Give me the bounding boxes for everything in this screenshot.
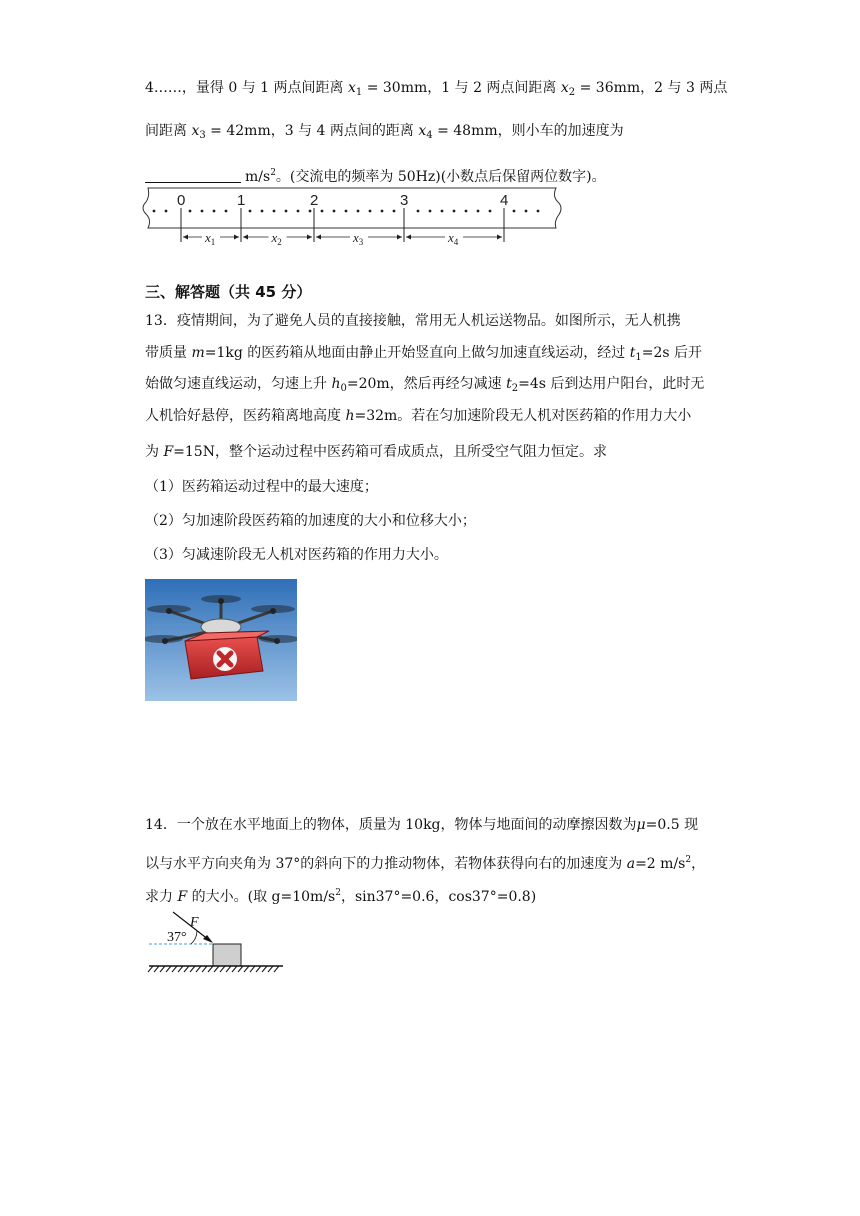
unit-exponent: 2	[335, 888, 341, 898]
t2-symbol: t	[506, 376, 512, 392]
q13-text: 为	[145, 444, 164, 460]
tape-dot	[297, 210, 300, 213]
answer-blank[interactable]	[145, 168, 241, 183]
tape-point-label: 3	[400, 192, 409, 209]
q12-text: ，则小车的加速度为	[497, 123, 624, 139]
tape-dot	[453, 210, 456, 213]
tape-point-label: 4	[500, 192, 509, 209]
mass-symbol: m	[191, 345, 205, 361]
q12-text: ，3 与 4 两点间的距离	[270, 123, 419, 139]
angle-arc	[191, 931, 197, 944]
q12-text: 间距离	[145, 123, 192, 139]
unit-exponent: 2	[685, 855, 692, 865]
x3-symbol: x	[191, 123, 200, 139]
segment-label: $x_4$	[448, 230, 459, 247]
block	[213, 944, 241, 966]
segment-label: $x_3$	[353, 230, 364, 247]
x2-symbol: x	[560, 80, 569, 96]
q14-text: =2 m/s	[635, 856, 686, 872]
q13-text: 人机恰好悬停，医药箱离地高度	[145, 408, 346, 424]
ground-hatch	[178, 966, 183, 972]
tape-dot	[153, 210, 156, 213]
tape-dot	[417, 210, 420, 213]
tape-dot	[357, 210, 360, 213]
tape-dot	[381, 210, 384, 213]
tape-dot	[249, 210, 252, 213]
tape-dot	[537, 210, 540, 213]
ground-hatch	[148, 966, 153, 972]
q13-text: =2s 后开	[641, 345, 703, 361]
q13-line-5	[145, 442, 607, 462]
q14-text: 14．一个放在水平地面上的物体，质量为 10kg，物体与地面间的动摩擦因数为	[145, 817, 637, 833]
tape-dot	[201, 210, 204, 213]
x2-value: = 36mm	[575, 80, 641, 96]
q12-text: ，1 与 2 两点间距离	[427, 80, 561, 96]
h0-subscript: 0	[340, 383, 347, 394]
x3-subscript: 3	[199, 130, 206, 141]
tape-dot	[261, 210, 264, 213]
mu-symbol: μ	[636, 817, 646, 833]
force-symbol: F	[177, 889, 188, 905]
tape-point-label: 1	[237, 192, 246, 209]
q13-text: =1kg 的医药箱从地面由静止开始竖直向上做匀加速直线运动，经过	[204, 345, 630, 361]
segment-arrowhead	[234, 235, 239, 240]
q12-text: ，2 与 3 两点	[640, 80, 728, 96]
force-symbol: F	[163, 444, 174, 460]
ground-hatch	[232, 966, 237, 972]
ticker-tape-figure	[140, 186, 570, 252]
q13-subquestion-2: （2）匀加速阶段医药箱的加速度的大小和位移大小；	[145, 513, 476, 529]
block-force-figure	[145, 908, 290, 974]
x4-value: = 48mm	[432, 123, 498, 139]
unit-text: m/s	[245, 169, 271, 185]
q14-line-3	[145, 883, 536, 907]
ground-hatch	[166, 966, 171, 972]
q14-line-2	[145, 850, 705, 874]
tape-dot	[477, 210, 480, 213]
tape-dot	[441, 210, 444, 213]
q13-line-4	[145, 406, 691, 426]
ground-hatch	[238, 966, 243, 972]
segment-arrowhead	[183, 235, 188, 240]
t2-subscript: 2	[511, 383, 519, 394]
ground-hatch	[190, 966, 195, 972]
tape-dot	[369, 210, 372, 213]
q12-text: 。(交流电的频率为 50Hz)(小数点后保留两位数字)。	[275, 169, 606, 185]
ground-hatch	[208, 966, 213, 972]
ground-hatch	[262, 966, 267, 972]
tape-dot	[285, 210, 288, 213]
tape-dot	[513, 210, 516, 213]
q14-text: 求力	[145, 889, 178, 905]
segment-arrowhead	[243, 235, 248, 240]
force-label: F	[190, 915, 199, 930]
q13-line-3	[145, 374, 704, 399]
q13-text: =15N，整个运动过程中医药箱可看成质点，且所受空气阻力恒定。求	[173, 444, 607, 460]
tape-dot	[213, 210, 216, 213]
q13-text: 始做匀速直线运动，匀速上升	[145, 376, 332, 392]
ground-hatch	[196, 966, 201, 972]
ground-hatch	[220, 966, 225, 972]
tape-dot	[165, 210, 168, 213]
tape-dot	[525, 210, 528, 213]
ground-hatch	[160, 966, 165, 972]
segment-label: $x_2$	[271, 230, 282, 247]
q12-line-3	[145, 163, 606, 187]
t1-subscript: 1	[635, 352, 642, 363]
section-heading: 三、解答题（共 45 分）	[145, 283, 312, 301]
segment-arrowhead	[397, 235, 402, 240]
tape-dot	[345, 210, 348, 213]
ground-hatch	[214, 966, 219, 972]
q13-line-1: 13．疫情期间，为了避免人员的直接接触，常用无人机运送物品。如图所示，无人机携	[145, 313, 681, 329]
ground-hatch	[172, 966, 177, 972]
segment-arrowhead	[406, 235, 411, 240]
tape-dot	[393, 210, 396, 213]
segment-arrowhead	[497, 235, 502, 240]
q13-text: =32m。若在匀加速阶段无人机对医药箱的作用力大小	[354, 408, 692, 424]
q13-text: =20m，然后再经匀减速	[346, 376, 507, 392]
x1-subscript: 1	[355, 87, 363, 98]
tape-dot	[489, 210, 492, 213]
t1-symbol: t	[629, 345, 636, 361]
ground-hatch	[268, 966, 273, 972]
tape-dot	[465, 210, 468, 213]
segment-arrowhead	[316, 235, 321, 240]
tape-point-label: 0	[177, 192, 186, 209]
ground-hatch	[274, 966, 279, 972]
tape-dot	[321, 210, 324, 213]
x1-symbol: x	[347, 80, 356, 96]
tape-point-label: 2	[310, 192, 319, 209]
q12-line-2	[145, 121, 624, 146]
tape-dot	[309, 210, 312, 213]
x4-symbol: x	[418, 123, 427, 139]
q13-subquestion-1: （1）医药箱运动过程中的最大速度；	[145, 479, 378, 495]
h0-symbol: h	[331, 376, 341, 392]
tape-dot	[273, 210, 276, 213]
ground-hatch	[184, 966, 189, 972]
h-symbol: h	[345, 408, 355, 424]
q14-text: 以与水平方向夹角为 37°的斜向下的力推动物体，若物体获得向右的加速度为	[145, 856, 627, 872]
segment-label: $x_1$	[205, 230, 216, 247]
unit-exponent: 2	[270, 168, 276, 178]
q14-text: ，	[691, 856, 706, 872]
x4-subscript: 4	[426, 130, 433, 141]
x3-value: = 42mm	[205, 123, 271, 139]
x2-subscript: 2	[568, 87, 576, 98]
acceleration-symbol: a	[626, 856, 636, 872]
q13-subquestion-3: （3）匀减速阶段无人机对医药箱的作用力大小。	[145, 547, 448, 563]
ground-hatch	[256, 966, 261, 972]
ground-hatch	[244, 966, 249, 972]
q14-line-1	[145, 815, 698, 835]
q13-text: 带质量	[145, 345, 192, 361]
ground-hatch	[154, 966, 159, 972]
q13-text: =4s 后到达用户阳台，此时无	[518, 376, 705, 392]
tape-dot	[189, 210, 192, 213]
tape-dot	[429, 210, 432, 213]
q14-text: =0.5 现	[645, 817, 699, 833]
tape-dot	[333, 210, 336, 213]
ground-hatch	[202, 966, 207, 972]
q14-text: 的大小。(取 g=10m/s	[187, 889, 336, 905]
drone-medical-box-image	[145, 579, 297, 701]
q14-text: ，sin37°=0.6，cos37°=0.8)	[340, 889, 537, 905]
x1-value: = 30mm	[362, 80, 428, 96]
q12-line-1	[145, 78, 727, 103]
segment-arrowhead	[307, 235, 312, 240]
ground-hatch	[250, 966, 255, 972]
tape-dot	[225, 210, 228, 213]
q13-line-2	[145, 343, 702, 368]
ground-hatch	[226, 966, 231, 972]
q12-text: 4……，量得 0 与 1 两点间距离	[145, 80, 348, 96]
angle-label: 37°	[167, 930, 187, 945]
